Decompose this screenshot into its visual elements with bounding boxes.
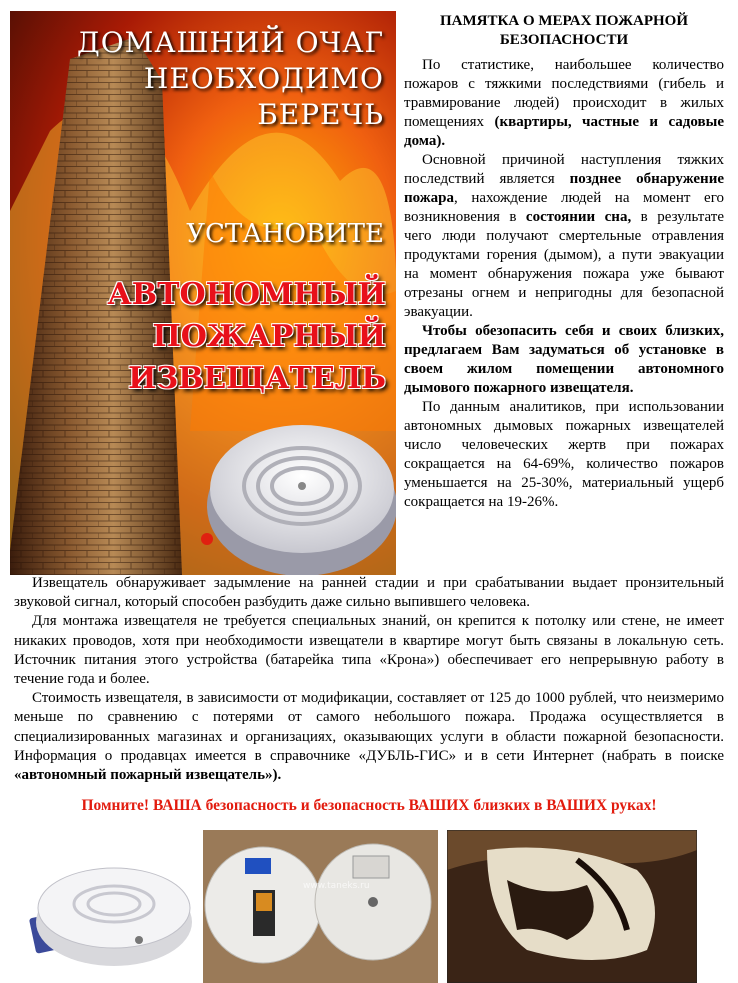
photo-burnt-bed: [447, 830, 697, 983]
paragraph-appeal: Чтобы обезопасить себя и своих близких, предлагаем Вам задуматься об установке в своем жилом помещении автономного дымового пожарного извещателя.: [404, 323, 724, 396]
page-title: ПАМЯТКА О МЕРАХ ПОЖАРНОЙ БЕЗОПАСНОСТИ: [440, 13, 688, 48]
paragraph-analytics: По данным аналитиков, при использовании автономных дымовых пожарных извещателей число человеческих жертв при пожарах сокращается на 64-69%, количество пожаров уменьшается на 25-30%, материальный ущерб сокращается на 19-26%.: [404, 399, 724, 510]
remember-slogan: Помните! ВАША безопасность и безопасность ВАШИХ близких в ВАШИХ руках!: [81, 797, 657, 814]
paragraph-causes: Основной причиной наступления тяжких последствий является позднее обнаружение пожара, нахождение людей на момент его возникновения в состоянии сна, в результате чего люди получают смертельные отравления продуктами горения (дымом), а пути эвакуации на момент обнаружения пожара уже бывают отрезаны огнем и непригодны для безопасной эвакуации.: [404, 152, 725, 320]
photo-detector-opened: [203, 830, 438, 983]
poster-headline: ДОМАШНИЙ ОЧАГ НЕОБХОДИМО БЕРЕЧЬ: [76, 26, 384, 131]
paragraph-statistics: По статистике, наибольшее количество пожаров с тяжкими последствиями (гибель и травмирование людей) происходит в жилых помещениях (квартиры, частные и садовые дома).: [404, 57, 724, 149]
paragraph-installation: Для монтажа извещателя не требуется специальных знаний, он крепится к потолку или стене, не имеет никаких проводов, хотя при необходимости извещатели в квартире могут быть связаны в локальную сеть. Источник питания этого устройства (батарейка типа «Крона») обеспечивает его непрерывную работу в течение года и более.: [14, 613, 724, 688]
paragraph-cost: Стоимость извещателя, в зависимости от модификации, составляет от 125 до 1000 рублей, что неизмеримо меньше по сравнению с потерями от самого небольшого пожара. Продажа осуществляется в специализированных магазинах и организациях, оказывающих услуги в области пожарной безопасности. Информация о продавцах имеется в справочнике «ДУБЛЬ-ГИС» и в сети Интернет (набрать в поиске «автономный пожарный извещатель»).: [14, 690, 724, 784]
right-column: [404, 12, 724, 512]
photo-watermark: www.taneks.ru: [303, 881, 370, 891]
poster-image: [10, 11, 396, 575]
paragraph-detection: Извещатель обнаруживает задымление на ранней стадии и при срабатывании выдает пронзительный звуковой сигнал, который способен разбудить даже сильно выпившего человека.: [14, 575, 724, 611]
body-text: [14, 574, 724, 785]
photo-detector-battery: [14, 830, 194, 983]
poster-install-label: УСТАНОВИТЕ: [186, 219, 384, 249]
poster-product-title: АВТОНОМНЫЙ ПОЖАРНЫЙ ИЗВЕЩАТЕЛЬ: [107, 277, 386, 396]
